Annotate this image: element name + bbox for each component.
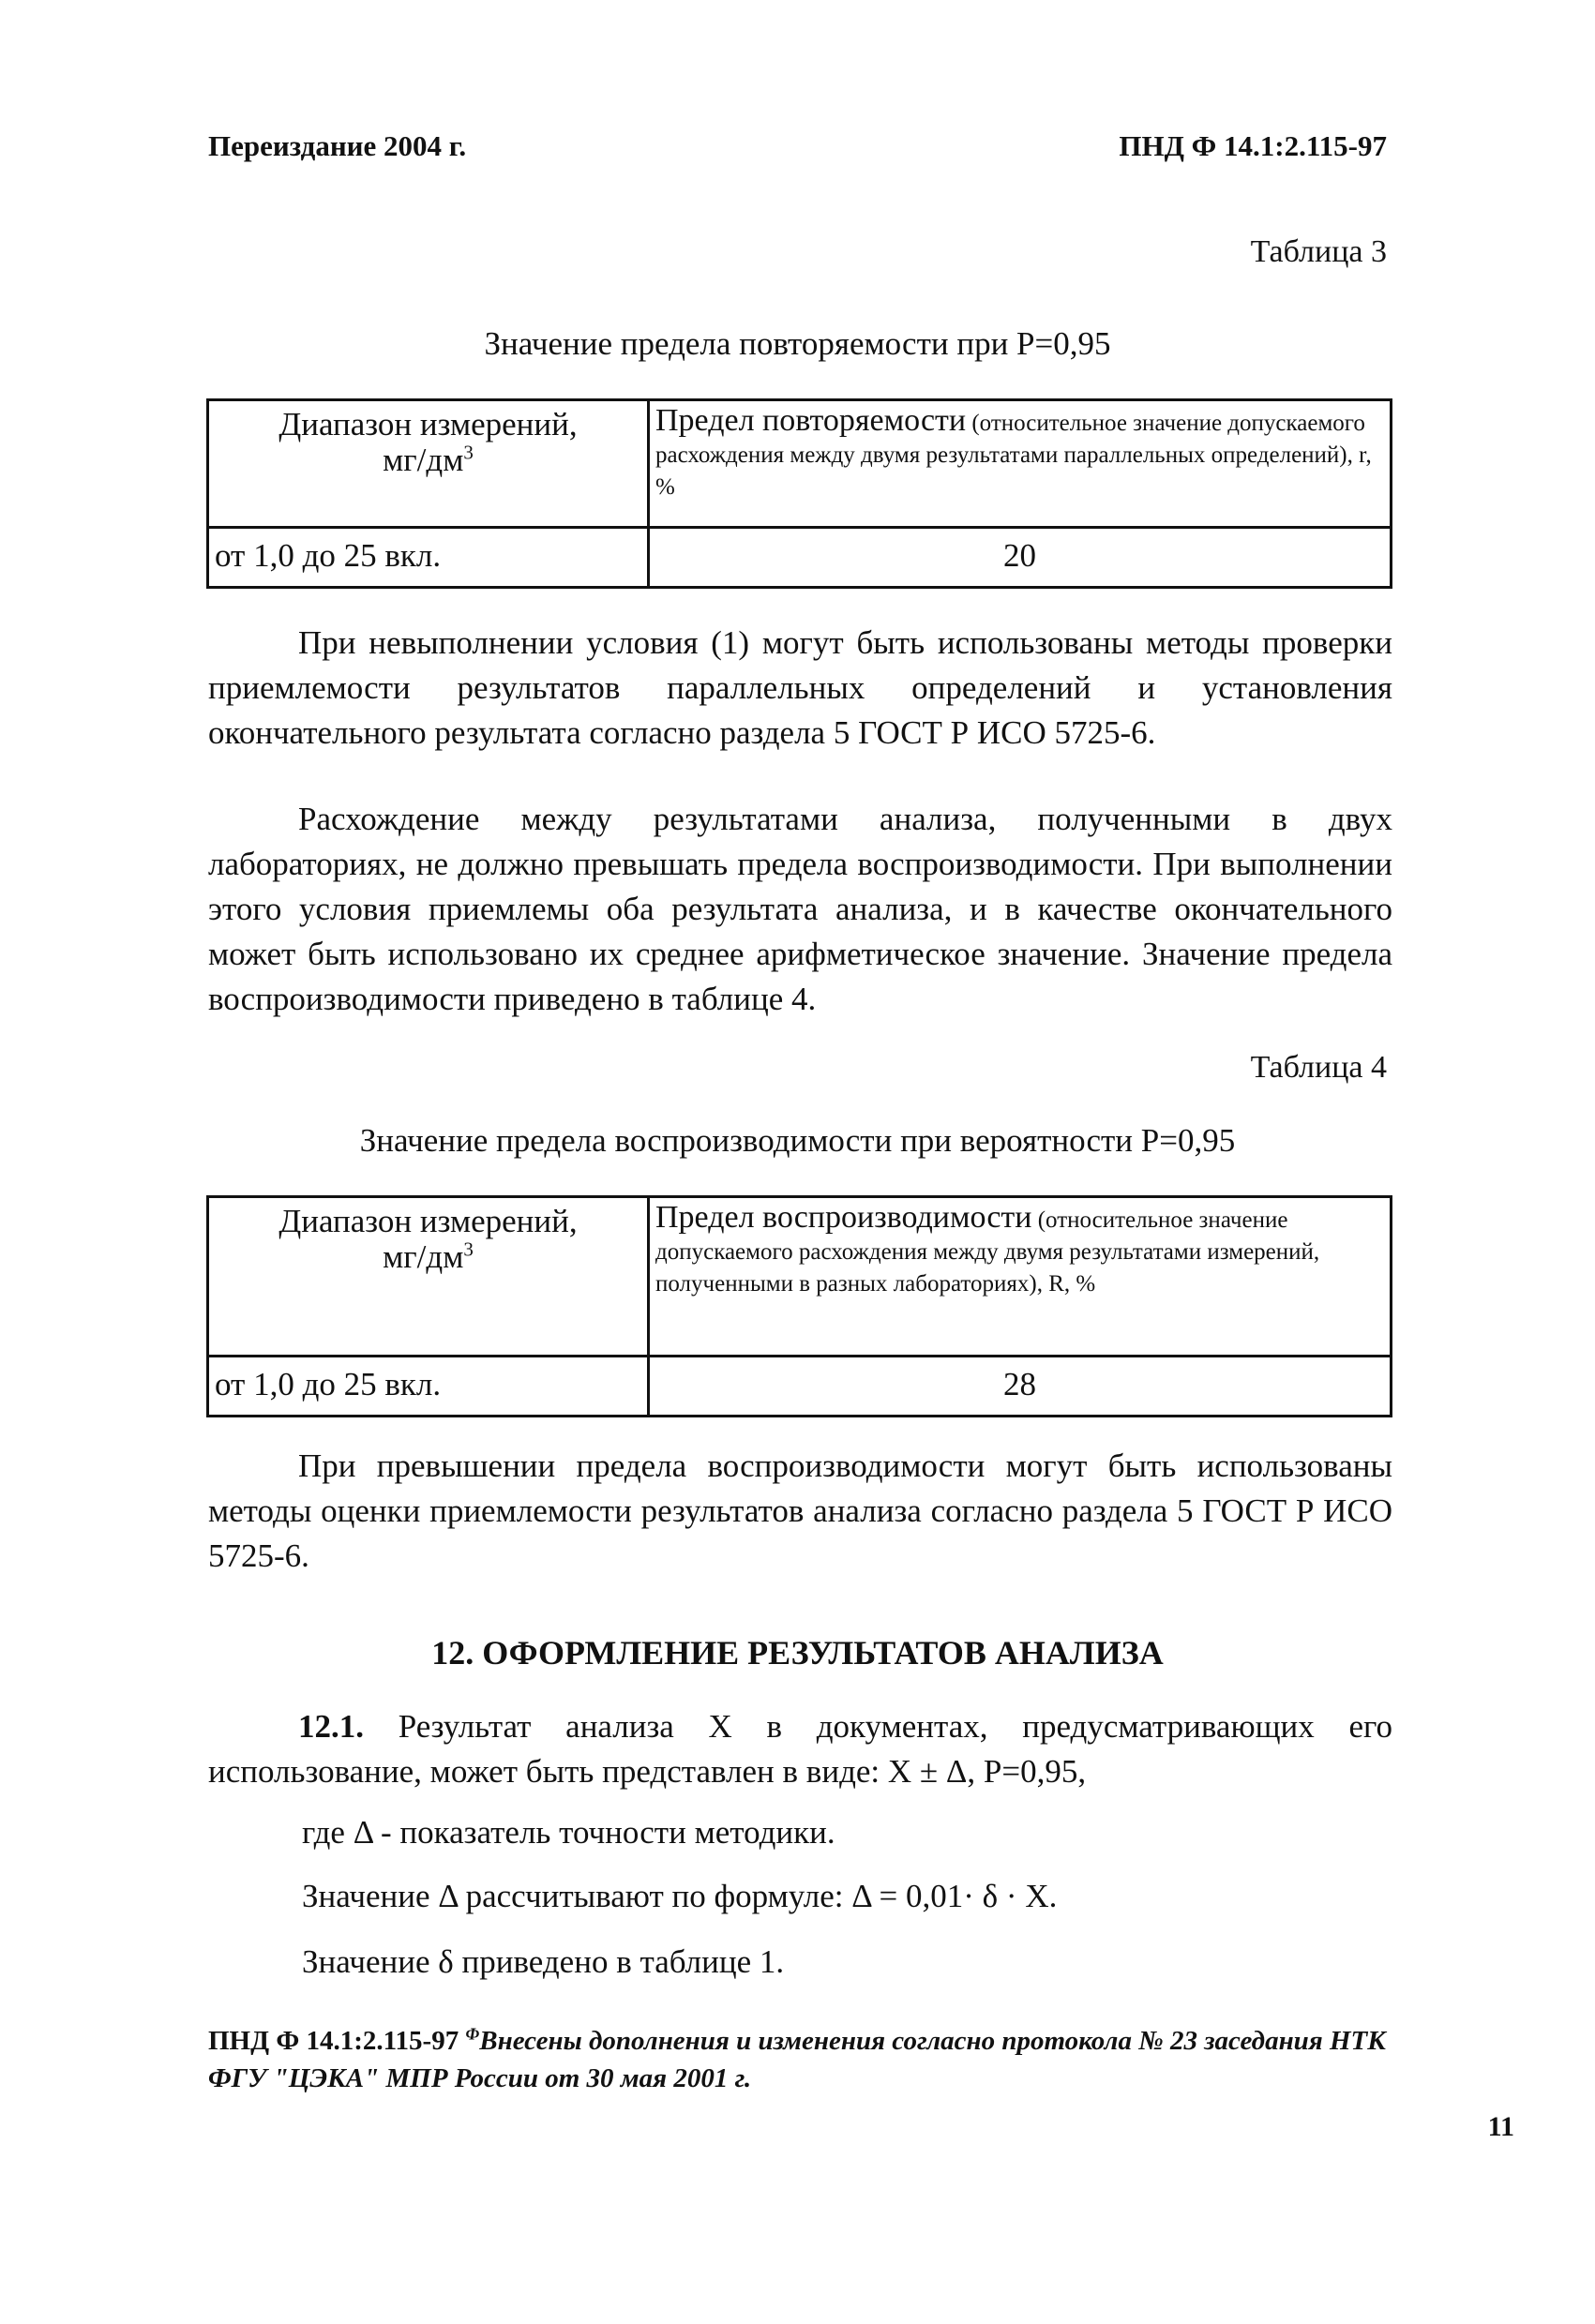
table4-header-range bbox=[208, 1197, 649, 1357]
section-heading: 12. ОФОРМЛЕНИЕ РЕЗУЛЬТАТОВ АНАЛИЗА bbox=[431, 1634, 1164, 1672]
table4-header-range-label: Диапазон измерений, bbox=[278, 1203, 578, 1239]
table3-cell-value: 20 bbox=[649, 528, 1392, 588]
footnote bbox=[208, 2022, 1392, 2097]
table3-header-limit-main: Предел повторяемости bbox=[655, 403, 967, 438]
page-number: 11 bbox=[1487, 2111, 1514, 2142]
table3-header-range-exp: 3 bbox=[463, 441, 474, 464]
table3-title: Значение предела повторяемости при Р=0,95 bbox=[484, 325, 1111, 362]
table4-header-range-unit: мг/дм bbox=[383, 1238, 464, 1275]
paragraph-12-1-text: Результат анализа X в документах, предусматривающих его использование, может быть представлен в виде: X ± Δ, Р=0,95, bbox=[208, 1708, 1392, 1790]
paragraph-reproducibility: Расхождение между результатами анализа, полученными в двух лабораториях, не должно превышать предела воспроизводимости. При выполнении этого условия приемлемы оба результата анализа, и в качестве окончательного может быть использовано их среднее арифметическое значение. Значение предела воспроизводимости приведено в таблице 4. bbox=[208, 801, 1392, 1017]
table4-header-range-exp: 3 bbox=[463, 1237, 474, 1261]
table3-header-range-label: Диапазон измерений, bbox=[278, 406, 578, 442]
table3-header-range bbox=[208, 400, 649, 528]
table3-header-limit-rest: (относительное значение допускаемого расхождения между двумя результатами параллельных определений), r, % bbox=[655, 411, 1372, 500]
table4-header-limit bbox=[649, 1197, 1392, 1357]
table4-header-limit-rest: (относительное значение допускаемого расхождения между двумя результатами измерений, полученными в разных лабораториях), R, % bbox=[655, 1207, 1320, 1297]
paragraph-12-1-number: 12.1. bbox=[298, 1708, 364, 1745]
table4-title: Значение предела воспроизводимости при вероятности Р=0,95 bbox=[359, 1122, 1236, 1159]
table4-cell-range: от 1,0 до 25 вкл. bbox=[208, 1357, 649, 1417]
footnote-code: ПНД Ф 14.1:2.115-97 bbox=[208, 2026, 466, 2056]
table4-header-limit-main: Предел воспроизводимости bbox=[655, 1200, 1032, 1235]
table4-cell-value: 28 bbox=[649, 1357, 1392, 1417]
header-doc-code: ПНД Ф 14.1:2.115-97 bbox=[1119, 129, 1387, 162]
footnote-mark: Ф bbox=[465, 2024, 480, 2044]
table3-header-range-unit: мг/дм bbox=[383, 442, 464, 478]
table3-header-limit bbox=[649, 400, 1392, 528]
table3 bbox=[206, 398, 1392, 589]
line-delta-formula: Значение Δ рассчитывают по формуле: Δ = 0,01· δ · X. bbox=[302, 1878, 1058, 1914]
table3-cell-range: от 1,0 до 25 вкл. bbox=[208, 528, 649, 588]
table4-caption: Таблица 4 bbox=[1250, 1050, 1387, 1085]
footnote-text: Внесены дополнения и изменения согласно протокола № 23 заседания НТК ФГУ "ЦЭКА" МПР России от 30 мая 2001 г. bbox=[208, 2026, 1386, 2093]
table4 bbox=[206, 1195, 1392, 1417]
line-delta-definition: где Δ - показатель точности методики. bbox=[302, 1814, 835, 1851]
header-edition: Переиздание 2004 г. bbox=[208, 129, 467, 162]
paragraph-12-1 bbox=[208, 1704, 1392, 1794]
paragraph-condition-1: При невыполнении условия (1) могут быть использованы методы проверки приемлемости результатов параллельных определений и установления окончательного результата согласно раздела 5 ГОСТ Р ИСО 5725-6. bbox=[208, 624, 1392, 751]
table3-caption: Таблица 3 bbox=[1250, 234, 1387, 269]
paragraph-exceeding: При превышении предела воспроизводимости могут быть использованы методы оценки приемлемости результатов анализа согласно раздела 5 ГОСТ Р ИСО 5725-6. bbox=[208, 1447, 1392, 1574]
line-delta-table-ref: Значение δ приведено в таблице 1. bbox=[302, 1943, 785, 1980]
